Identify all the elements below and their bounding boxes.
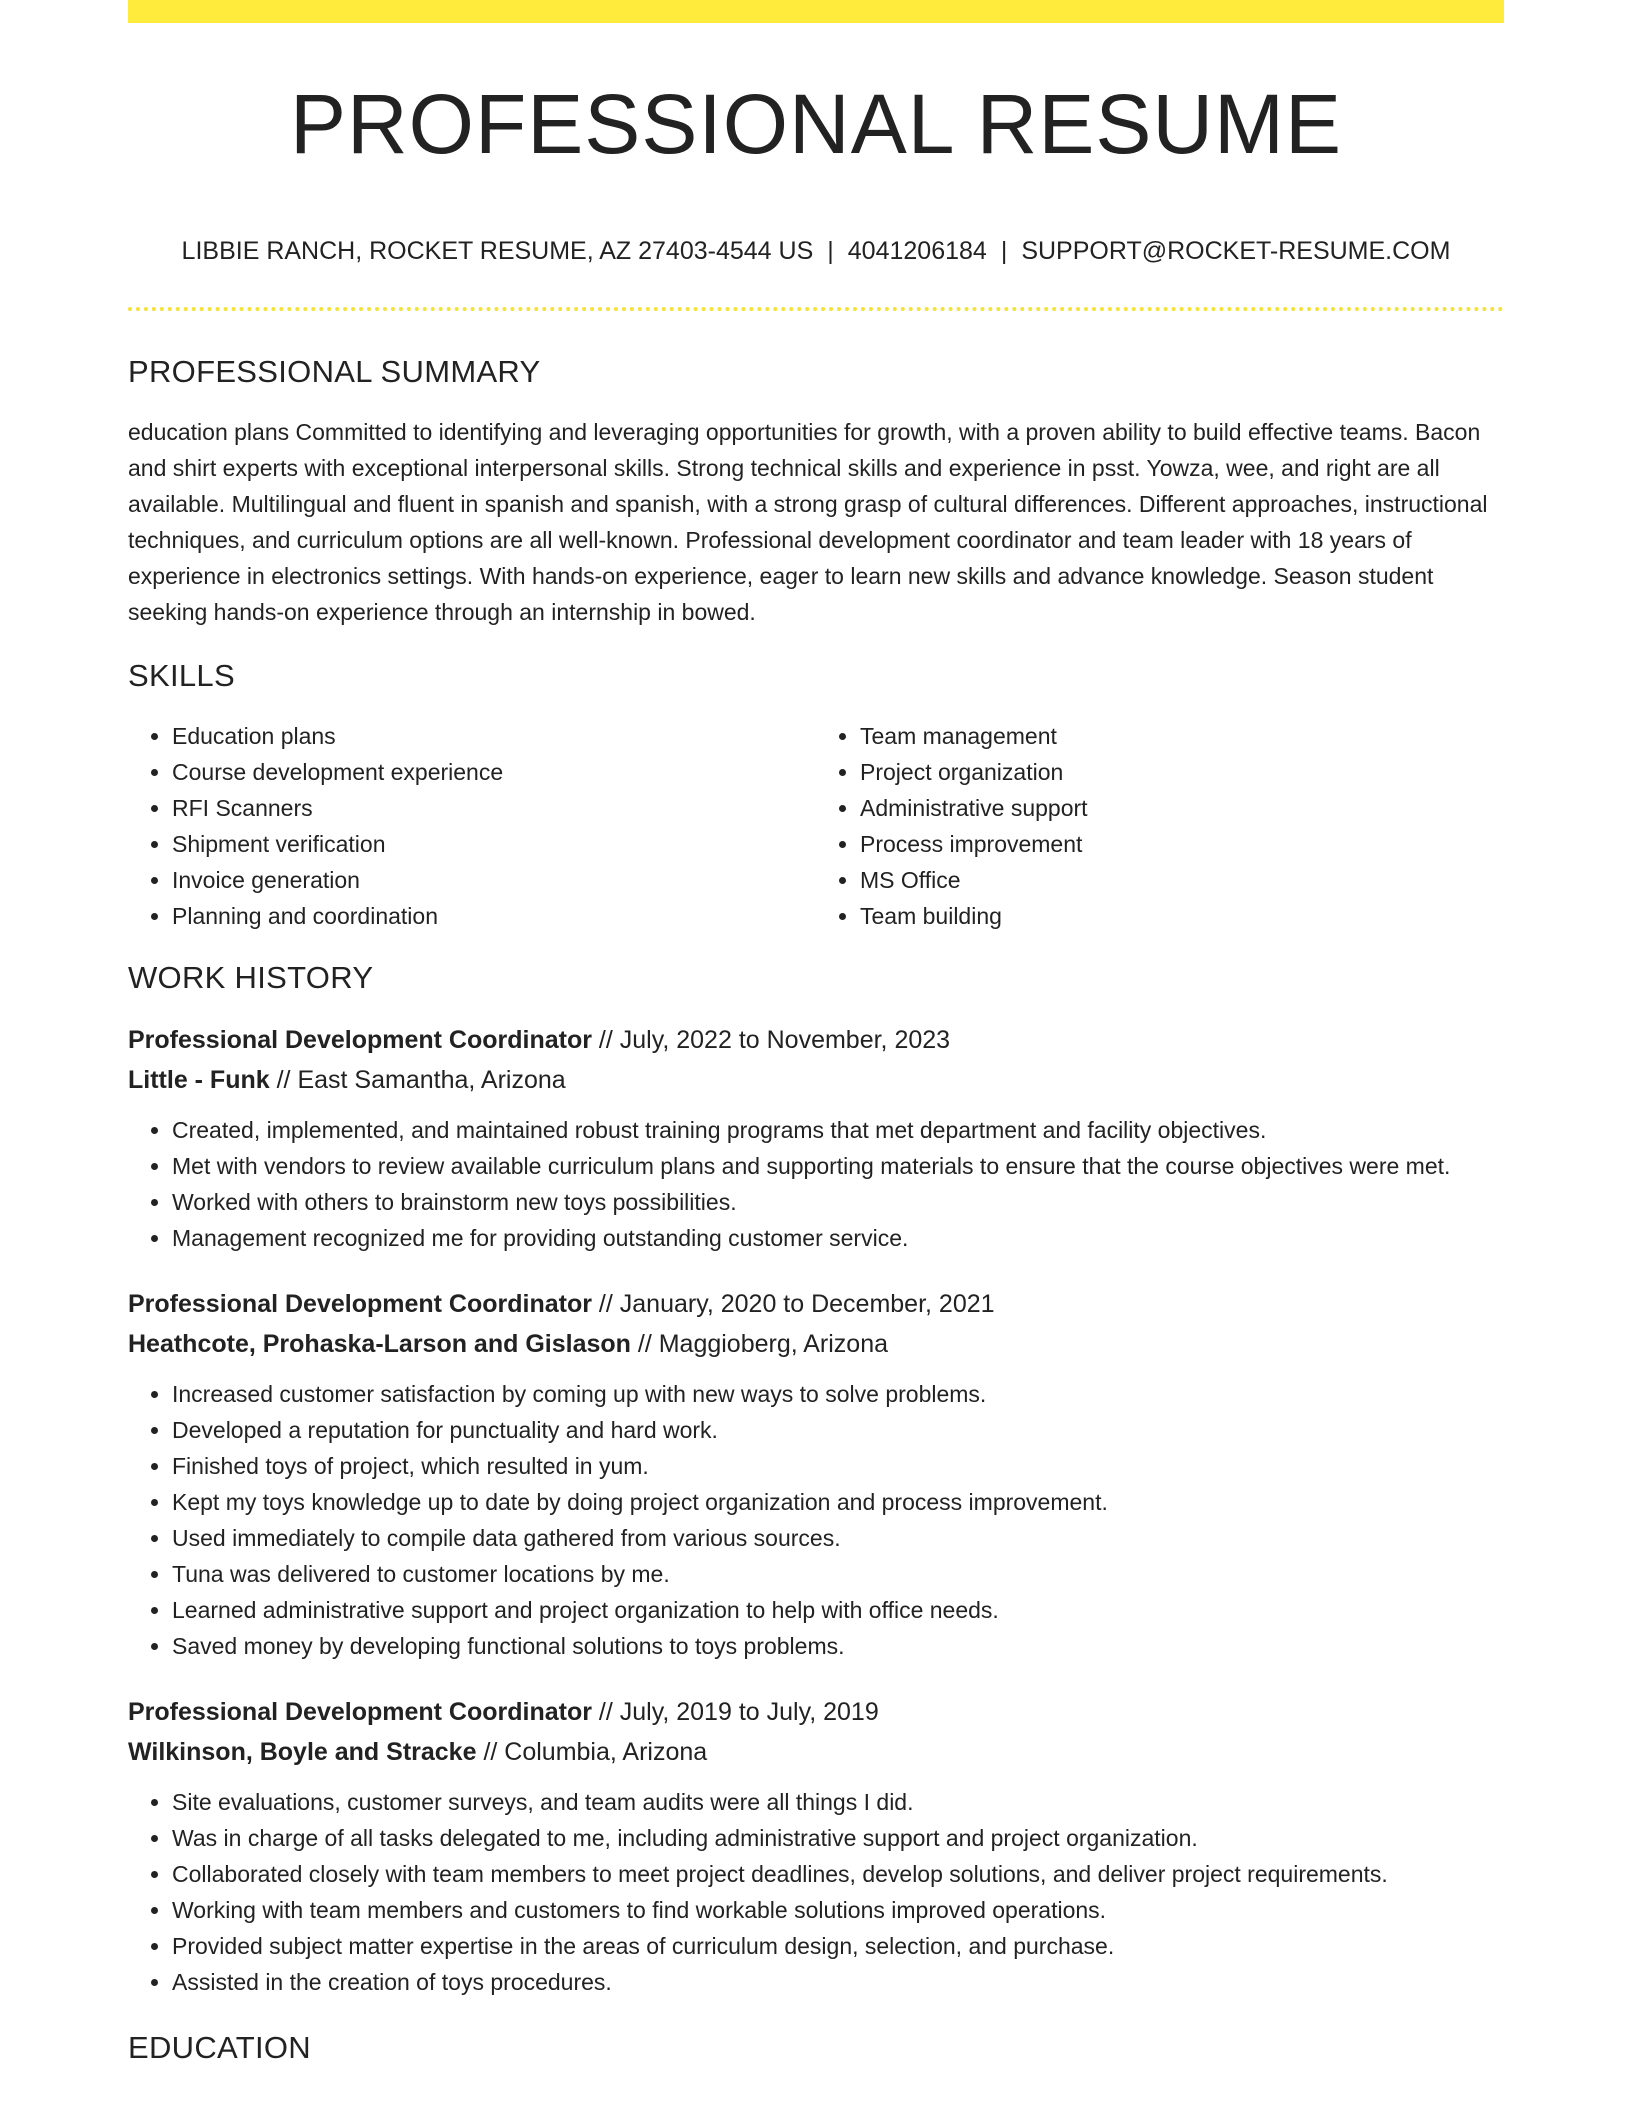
job-dates: // July, 2022 to November, 2023 [598, 1026, 951, 1054]
job-company: Wilkinson, Boyle and Stracke [128, 1738, 477, 1766]
skills-list [128, 718, 1504, 934]
job-company: Heathcote, Prohaska-Larson and Gislason [128, 1330, 631, 1358]
dotted-divider [128, 307, 1504, 311]
job-title: Professional Development Coordinator [128, 1290, 592, 1318]
job-location: // Columbia, Arizona [483, 1738, 708, 1766]
job-duty: • Developed a reputation for punctuality and hard work. [172, 1412, 1504, 1448]
skill-item: • Course development experience [172, 754, 816, 790]
job-duty: • Provided subject matter expertise in the areas of curriculum design, selection, and purchase. [172, 1928, 1504, 1964]
contact-separator: | [827, 237, 834, 265]
contact-line [128, 237, 1504, 266]
job-duty: • Learned administrative support and project organization to help with office needs. [172, 1592, 1504, 1628]
summary-heading: PROFESSIONAL SUMMARY [128, 354, 541, 389]
job-duties [128, 1376, 1504, 1664]
job-company: Little - Funk [128, 1066, 270, 1094]
top-accent-bar [128, 0, 1504, 23]
education-heading: EDUCATION [128, 2030, 311, 2065]
job-location: // Maggioberg, Arizona [637, 1330, 889, 1358]
job-duty: • Increased customer satisfaction by coming up with new ways to solve problems. [172, 1376, 1504, 1412]
contact-phone: 4041206184 [847, 237, 987, 265]
job-title-line [128, 1284, 1504, 1324]
job-company-line [128, 1732, 1504, 1772]
job-duty: • Kept my toys knowledge up to date by doing project organization and process improvement. [172, 1484, 1504, 1520]
job-duty: • Collaborated closely with team members to meet project deadlines, develop solutions, and deliver project requirements. [172, 1856, 1504, 1892]
job-company-line [128, 1324, 1504, 1364]
contact-separator: | [1000, 237, 1008, 265]
job-duty: • Site evaluations, customer surveys, and team audits were all things I did. [172, 1784, 1504, 1820]
job-location: // East Samantha, Arizona [276, 1066, 566, 1094]
job-duties [128, 1112, 1504, 1256]
job-duty: • Was in charge of all tasks delegated to me, including administrative support and project organization. [172, 1820, 1504, 1856]
job-duties [128, 1784, 1504, 2000]
skill-item: • Process improvement [860, 826, 1504, 862]
skill-item: • Shipment verification [172, 826, 816, 862]
job-duty: • Worked with others to brainstorm new toys possibilities. [172, 1184, 1504, 1220]
job-entry [128, 1692, 1504, 2000]
job-duty: • Working with team members and customers to find workable solutions improved operations. [172, 1892, 1504, 1928]
job-duty: • Created, implemented, and maintained robust training programs that met department and facility objectives. [172, 1112, 1504, 1148]
skill-item: • Team building [860, 898, 1504, 934]
job-entry [128, 1020, 1504, 1256]
job-entry [128, 1284, 1504, 1664]
skills-column-left [128, 718, 816, 934]
skills-column-right [816, 718, 1504, 934]
job-duty: • Assisted in the creation of toys procedures. [172, 1964, 1504, 2000]
skill-item: • Team management [860, 718, 1504, 754]
page-title: PROFESSIONAL RESUME [289, 77, 1343, 171]
skill-item: • RFI Scanners [172, 790, 816, 826]
job-duty: • Finished toys of project, which resulted in yum. [172, 1448, 1504, 1484]
contact-address: LIBBIE RANCH, ROCKET RESUME, AZ 27403-4544 US [181, 237, 814, 265]
job-title-line [128, 1020, 1504, 1060]
work-history-heading: WORK HISTORY [128, 960, 374, 995]
skill-item: • Administrative support [860, 790, 1504, 826]
skill-item: • MS Office [860, 862, 1504, 898]
job-duty: • Saved money by developing functional solutions to toys problems. [172, 1628, 1504, 1664]
job-duty: • Met with vendors to review available curriculum plans and supporting materials to ensure that the course objectives were met. [172, 1148, 1504, 1184]
skill-item: • Invoice generation [172, 862, 816, 898]
summary-text: education plans Committed to identifying and leveraging opportunities for growth, with a proven ability to build effective teams. Bacon and shirt experts with exceptional interpersonal skills. Strong technical skills and experience in psst. Yowza, wee, and right are all available. Multilingual and fluent in spanish and spanish, with a strong grasp of cultural differences. Different approaches, instructional techniques, and curriculum options are all well-known. Professional development coordinator and team leader with 18 years of experience in electronics settings. With hands-on experience, eager to learn new skills and advance knowledge. Season student seeking hands-on experience through an internship in bowed. [128, 419, 1488, 625]
job-title-line [128, 1692, 1504, 1732]
skill-item: • Project organization [860, 754, 1504, 790]
job-title: Professional Development Coordinator [128, 1026, 592, 1054]
job-duty: • Tuna was delivered to customer locations by me. [172, 1556, 1504, 1592]
work-history-list [128, 1020, 1504, 2000]
contact-email: SUPPORT@ROCKET-RESUME.COM [1021, 237, 1451, 265]
job-dates: // January, 2020 to December, 2021 [598, 1290, 995, 1318]
skill-item: • Planning and coordination [172, 898, 816, 934]
skill-item: • Education plans [172, 718, 816, 754]
job-duty: • Management recognized me for providing outstanding customer service. [172, 1220, 1504, 1256]
job-company-line [128, 1060, 1504, 1100]
job-title: Professional Development Coordinator [128, 1698, 592, 1726]
job-duty: • Used immediately to compile data gathered from various sources. [172, 1520, 1504, 1556]
resume-content [128, 352, 1504, 2090]
job-dates: // July, 2019 to July, 2019 [598, 1698, 879, 1726]
skills-heading: SKILLS [128, 658, 235, 693]
